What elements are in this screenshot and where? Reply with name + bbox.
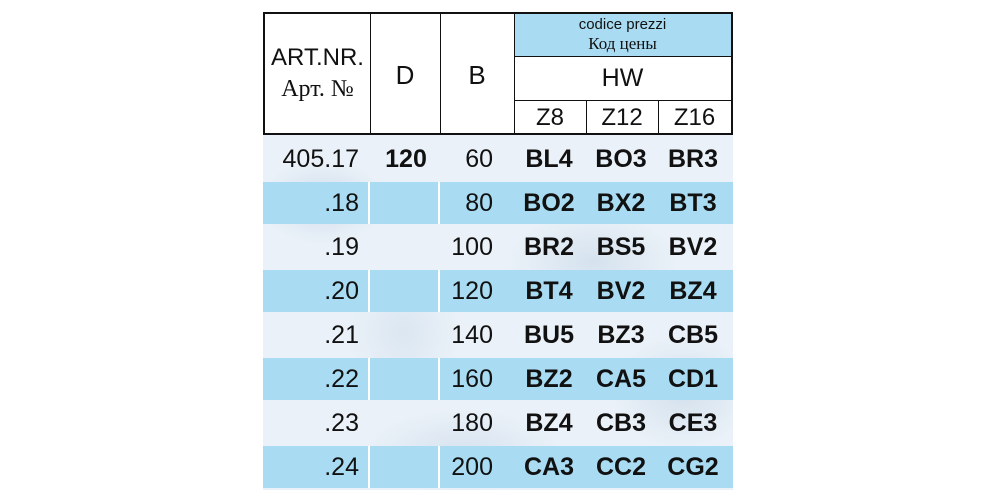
art-number-cell: .23 [324, 409, 359, 437]
z8-price-code-cell: BR2 [523, 233, 574, 261]
b-cell: 80 [465, 189, 493, 217]
table-row [263, 402, 733, 444]
b-cell: 100 [451, 233, 493, 261]
z12-column-header: Z12 [601, 104, 643, 131]
b-column-header: B [468, 60, 486, 90]
d-cell [371, 226, 441, 268]
z12-price-code-cell: CA5 [595, 365, 646, 393]
z16-price-code-cell: BZ4 [669, 277, 717, 305]
art-number-cell: .20 [324, 277, 359, 305]
z16-price-code-cell: CD1 [667, 365, 718, 393]
table-header [263, 12, 733, 135]
z8-price-code-cell: CA3 [523, 453, 574, 481]
z16-price-code-cell: BT3 [669, 189, 717, 217]
z8-price-code-cell: BT4 [525, 277, 573, 305]
z16-price-code-cell: CB5 [667, 321, 718, 349]
z16-price-code-cell: CG2 [667, 453, 719, 481]
d-cell [371, 402, 441, 444]
table-row [263, 138, 733, 180]
b-cell: 200 [451, 453, 493, 481]
art-number-cell: .18 [324, 189, 359, 217]
art-number-cell: 405.17 [282, 145, 359, 173]
b-cell: 180 [451, 409, 493, 437]
art-number-cell: .22 [324, 365, 359, 393]
art-number-cell: .21 [324, 321, 359, 349]
d-cell [371, 446, 441, 488]
art-nr-label-ru: Арт. № [281, 76, 354, 102]
z12-price-code-cell: BZ3 [597, 321, 645, 349]
art-number-cell: .24 [324, 453, 359, 481]
price-code-label-ru: Код цены [588, 34, 657, 53]
d-cell: 120 [385, 145, 427, 173]
price-code-label: codice prezzi [578, 16, 667, 33]
z12-price-code-cell: BX2 [596, 189, 646, 217]
b-cell: 160 [451, 365, 493, 393]
b-cell: 60 [465, 145, 493, 173]
table-row [263, 226, 733, 268]
hw-label: HW [601, 64, 644, 92]
table-row [263, 182, 733, 224]
table-row [263, 446, 733, 488]
art-number-cell: .19 [324, 233, 359, 261]
price-table [263, 12, 733, 490]
z8-price-code-cell: BU5 [523, 321, 574, 349]
z8-price-code-cell: BZ4 [525, 409, 573, 437]
z8-price-code-cell: BO2 [523, 189, 575, 217]
d-cell [371, 314, 441, 356]
art-nr-label: ART.NR. [271, 44, 364, 71]
d-cell [371, 182, 441, 224]
z12-price-code-cell: BO3 [595, 145, 647, 173]
b-cell: 120 [451, 277, 493, 305]
z16-column-header: Z16 [673, 104, 716, 131]
d-column-header: D [395, 60, 415, 90]
table-row [263, 270, 733, 312]
d-cell [371, 358, 441, 400]
z12-price-code-cell: CC2 [595, 453, 646, 481]
z12-price-code-cell: BS5 [596, 233, 646, 261]
table-row [263, 314, 733, 356]
z8-price-code-cell: BL4 [525, 145, 573, 173]
z8-column-header: Z8 [535, 104, 564, 131]
z8-price-code-cell: BZ2 [525, 365, 573, 393]
z16-price-code-cell: BV2 [668, 233, 718, 261]
z12-price-code-cell: BV2 [596, 277, 646, 305]
z16-price-code-cell: BR3 [667, 145, 718, 173]
b-cell: 140 [451, 321, 493, 349]
z12-price-code-cell: CB3 [595, 409, 646, 437]
d-cell [371, 270, 441, 312]
table-row [263, 358, 733, 400]
z16-price-code-cell: CE3 [668, 409, 718, 437]
